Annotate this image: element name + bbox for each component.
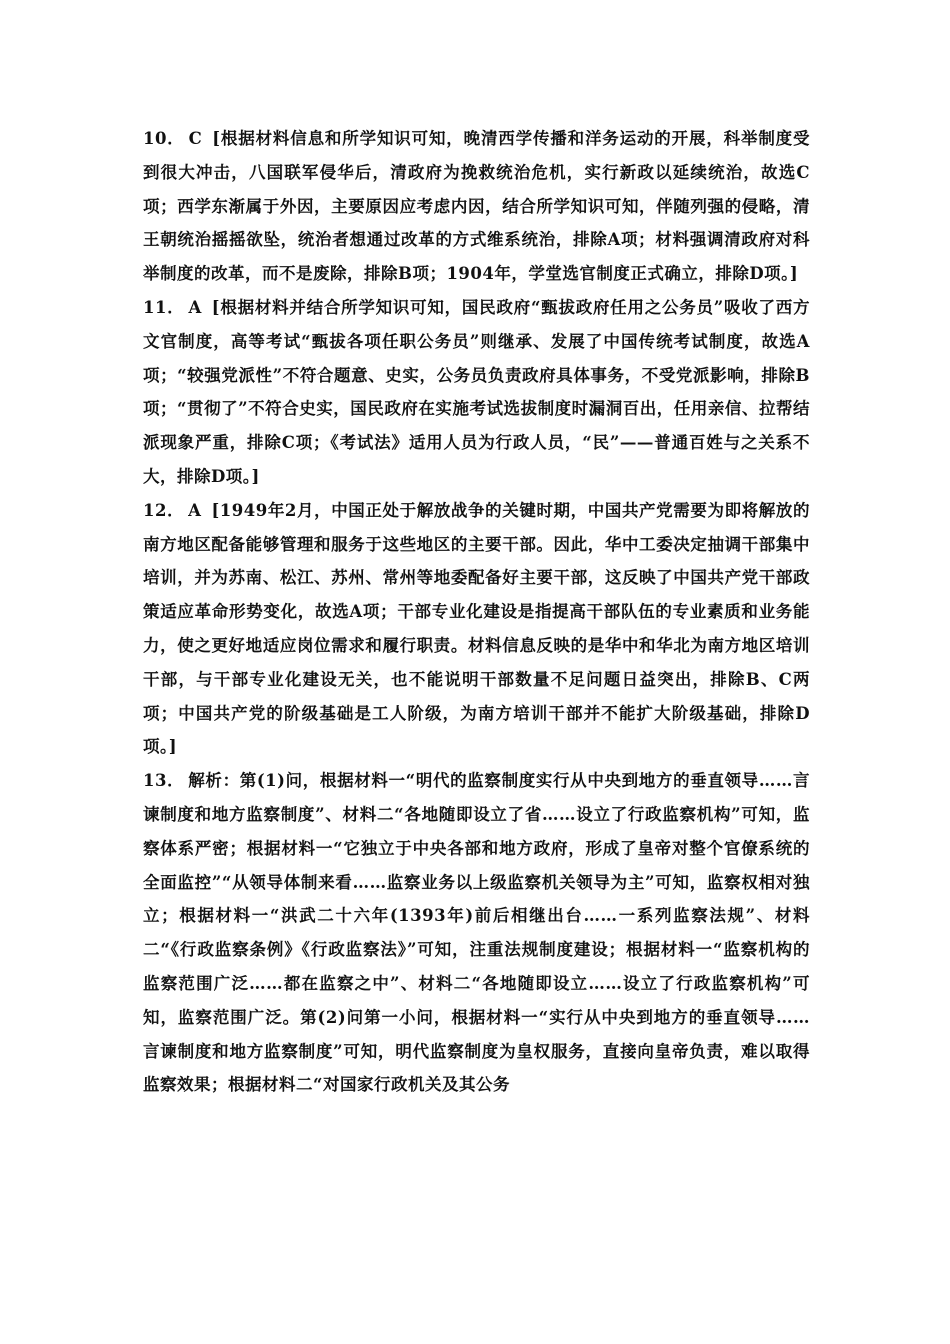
answer-choice: A (188, 297, 202, 317)
explanation-text: [根据材料并结合所学知识可知，国民政府“甄拔政府任用之公务员”吸收了西方文官制度，高等考试“甄拔各项任职公务员”则继承、发展了中国传统考试制度，故选A项；“较强党派性”不符合题意、史实，公务员负责政府具体事务，不受党派影响，排除B项；“贯彻了”不符合史实，国民政府在实施考试选拔制度时漏洞百出，任用亲信、拉帮结派现象严重，排除C项；《考试法》适用人员为行政人员，“民”——普通百姓与之关系不大，排除D项。] (143, 297, 810, 486)
question-number: 11． (143, 297, 185, 317)
question-number: 10． (143, 129, 185, 148)
question-number: 12． (143, 500, 185, 520)
explanation-text: [根据材料信息和所学知识可知，晚清西学传播和洋务运动的开展，科举制度受到很大冲击，八国联军侵华后，清政府为挽救统治危机，实行新政以延续统治，故选C项；西学东渐属于外因，主要原因应考虑内因，结合所学知识可知，伴随列强的侵略，清王朝统治摇摇欲坠，统治者想通过改革的方式维系统治，排除A项；材料强调清政府对科举制度的改革，而不是废除，排除B项；1904年，学堂选官制度正式确立，排除D项。] (143, 129, 810, 284)
answer-page (143, 122, 810, 1102)
answer-11 (143, 291, 810, 494)
answer-10 (143, 122, 810, 291)
explanation-text: [1949年2月，中国正处于解放战争的关键时期，中国共产党需要为即将解放的南方地区配备能够管理和服务于这些地区的主要干部。因此，华中工委决定抽调干部集中培训，并为苏南、松江、苏州、常州等地委配备好主要干部，这反映了中国共产党干部政策适应革命形势变化，故选A项；干部专业化建设是指提高干部队伍的专业素质和业务能力，使之更好地适应岗位需求和履行职责。材料信息反映的是华中和华北为南方地区培训干部，与干部专业化建设无关，也不能说明干部数量不足问题日益突出，排除B、C两项；中国共产党的阶级基础是工人阶级，为南方培训干部并不能扩大阶级基础，排除D项。] (143, 500, 810, 757)
answer-13 (143, 764, 810, 1102)
answer-12 (143, 494, 810, 764)
answer-choice: A (188, 500, 202, 520)
question-number: 13． (143, 771, 185, 791)
answer-choice: C (188, 129, 203, 148)
analysis-label: 解析： (188, 771, 240, 791)
explanation-text: 第(1)问，根据材料一“明代的监察制度实行从中央到地方的垂直领导……言谏制度和地方监察制度”、材料二“各地随即设立了省……设立了行政监察机构”可知，监察体系严密；根据材料一“它独立于中央各部和地方政府，形成了皇帝对整个官僚系统的全面监控”“从领导体制来看……监察业务以上级监察机关领导为主”可知，监察权相对独立；根据材料一“洪武二十六年(1393年)前后相继出台……一系列监察法规”、材料二“《行政监察条例》《行政监察法》”可知，注重法规制度建设；根据材料一“监察机构的监察范围广泛……都在监察之中”、材料二“各地随即设立……设立了行政监察机构”可知，监察范围广泛。第(2)问第一小问，根据材料一“实行从中央到地方的垂直领导……言谏制度和地方监察制度”可知，明代监察制度为皇权服务，直接向皇帝负责，难以取得监察效果；根据材料二“对国家行政机关及其公务 (143, 771, 810, 1095)
